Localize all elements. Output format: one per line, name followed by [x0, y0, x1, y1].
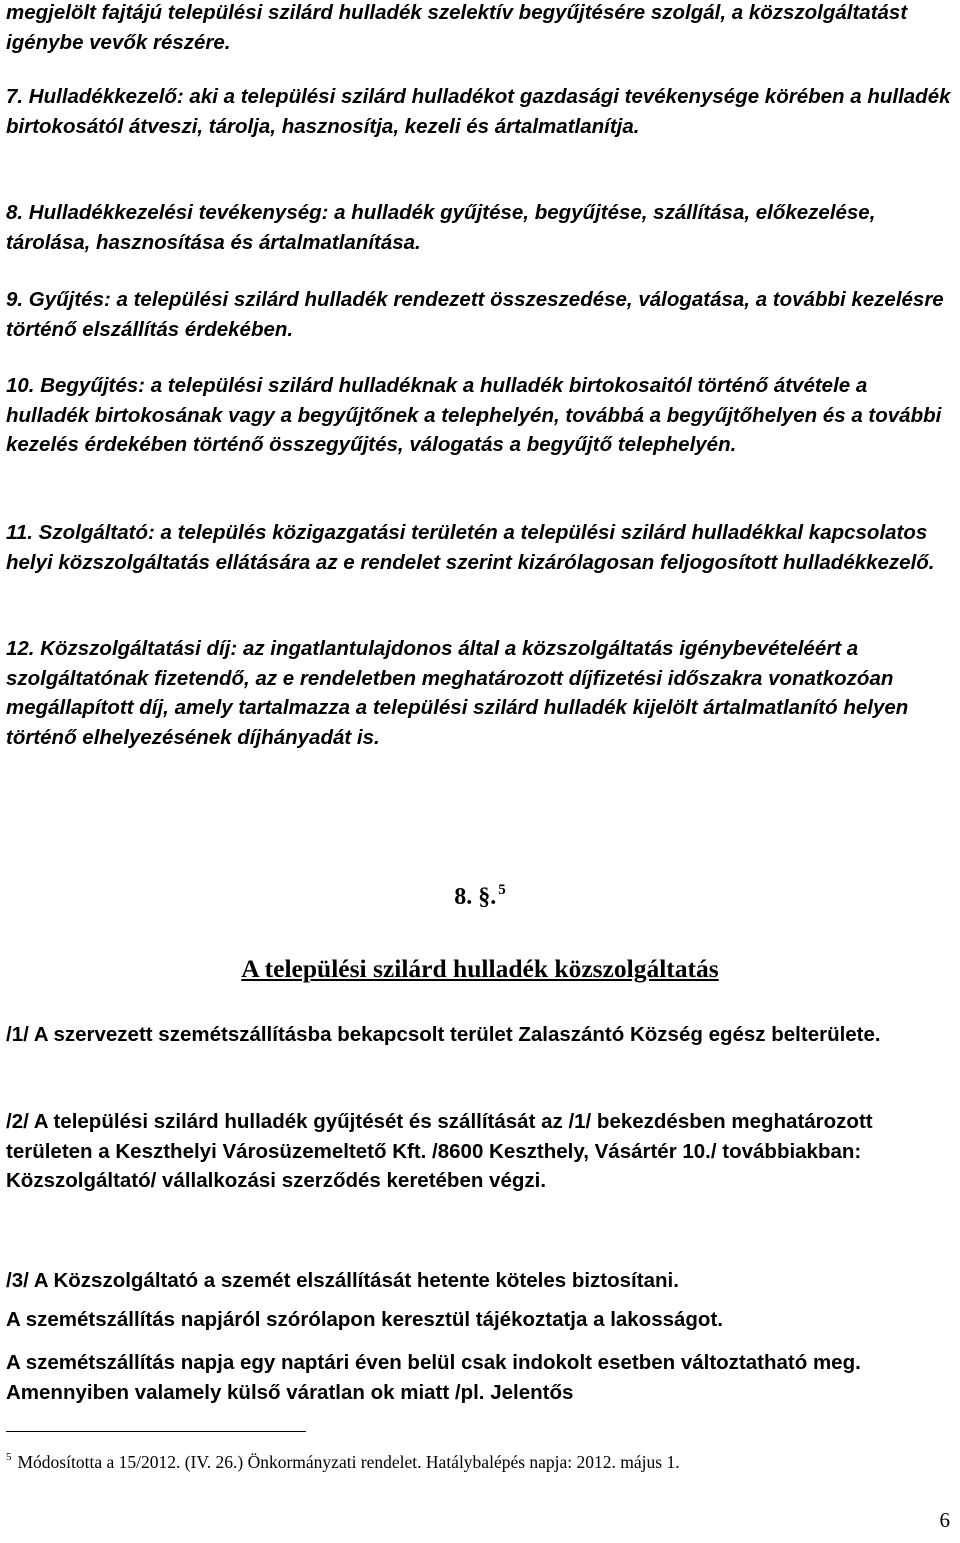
- definition-12: 12. Közszolgáltatási díj: az ingatlantulajdonos által a közszolgáltatás igénybevételéért a szolgáltatónak fizetendő, az e rendeletben meghatározott díjfizetési időszakra vonatkozóan megállapított díj, amely tartalmazza a települési szilárd hulladék kijelölt ártalmatlanító helyen történő elhelyezésének díjhányadát is.: [6, 637, 909, 749]
- definition-7: 7. Hulladékkezelő: aki a települési szilárd hulladékot gazdasági tevékenysége körében a hulladék birtokosától átveszi, tárolja, hasznosítja, kezeli és ártalmatlanítja.: [6, 85, 951, 138]
- page-number: 6: [939, 1508, 950, 1532]
- footnote-marker: 5: [6, 1451, 12, 1463]
- paragraph-2: /2/ A települési szilárd hulladék gyűjtését és szállítását az /1/ bekezdésben meghatározott területen a Keszthelyi Városüzemeltető Kft. /8600 Keszthely, Vásártér 10./ továbbiakban: Közszolgáltató/ vállalkozási szerződés keretében végzi.: [6, 1110, 873, 1192]
- definition-10: 10. Begyűjtés: a települési szilárd hulladéknak a hulladék birtokosaitól történő átvétele a hulladék birtokosának vagy a begyűjtőnek a telephelyén, továbbá a begyűjtőhelyen és a további kezelés érdekében történő összegyűjtés, válogatás a begyűjtő telephelyén.: [6, 374, 942, 456]
- paragraph-1-text: A szervezett szemétszállításba bekapcsolt terület Zalaszántó Község egész belterülete.: [33, 1023, 881, 1046]
- definition-8: 8. Hulladékkezelési tevékenység: a hulladék gyűjtése, begyűjtése, szállítása, előkezelése, tárolása, hasznosítása és ártalmatlanítása.: [6, 201, 876, 254]
- section-footnote-ref: 5: [498, 882, 506, 898]
- footnote-text: Módosította a 15/2012. (IV. 26.) Önkormányzati rendelet. Hatálybalépés napja: 2012. május 1.: [17, 1452, 680, 1472]
- section-number: [0, 882, 960, 911]
- paragraph-3: /3/ A Közszolgáltató a szemét elszállítását hetente köteles biztosítani.: [6, 1269, 679, 1292]
- paragraph-4: A szemétszállítás napjáról szórólapon keresztül tájékoztatja a lakosságot.: [6, 1308, 723, 1331]
- definition-6-tail: megjelölt fajtájú települési szilárd hulladék szelektív begyűjtésére szolgál, a közszolgáltatást igénybe vevők részére.: [6, 1, 908, 54]
- definition-9: 9. Gyűjtés: a települési szilárd hulladék rendezett összeszedése, válogatása, a további kezelésre történő elszállítás érdekében.: [6, 288, 944, 341]
- paragraph-1-label: /1/: [6, 1023, 29, 1046]
- paragraph-5: A szemétszállítás napja egy naptári éven belül csak indokolt esetben változtatható meg. Amennyiben valamely külső váratlan ok miatt /pl. Jelentős: [6, 1351, 861, 1404]
- footnote-separator: [6, 1431, 306, 1432]
- footnote: [6, 1446, 954, 1473]
- paragraph-1: [6, 1020, 954, 1050]
- section-number-text: 8. §.: [454, 884, 497, 910]
- definition-11: 11. Szolgáltató: a település közigazgatási területén a települési szilárd hulladékkal kapcsolatos helyi közszolgáltatás ellátására az e rendelet szerint kizárólagosan feljogosított hulladékkezelő.: [6, 521, 935, 574]
- section-title: A települési szilárd hulladék közszolgáltatás: [241, 954, 719, 983]
